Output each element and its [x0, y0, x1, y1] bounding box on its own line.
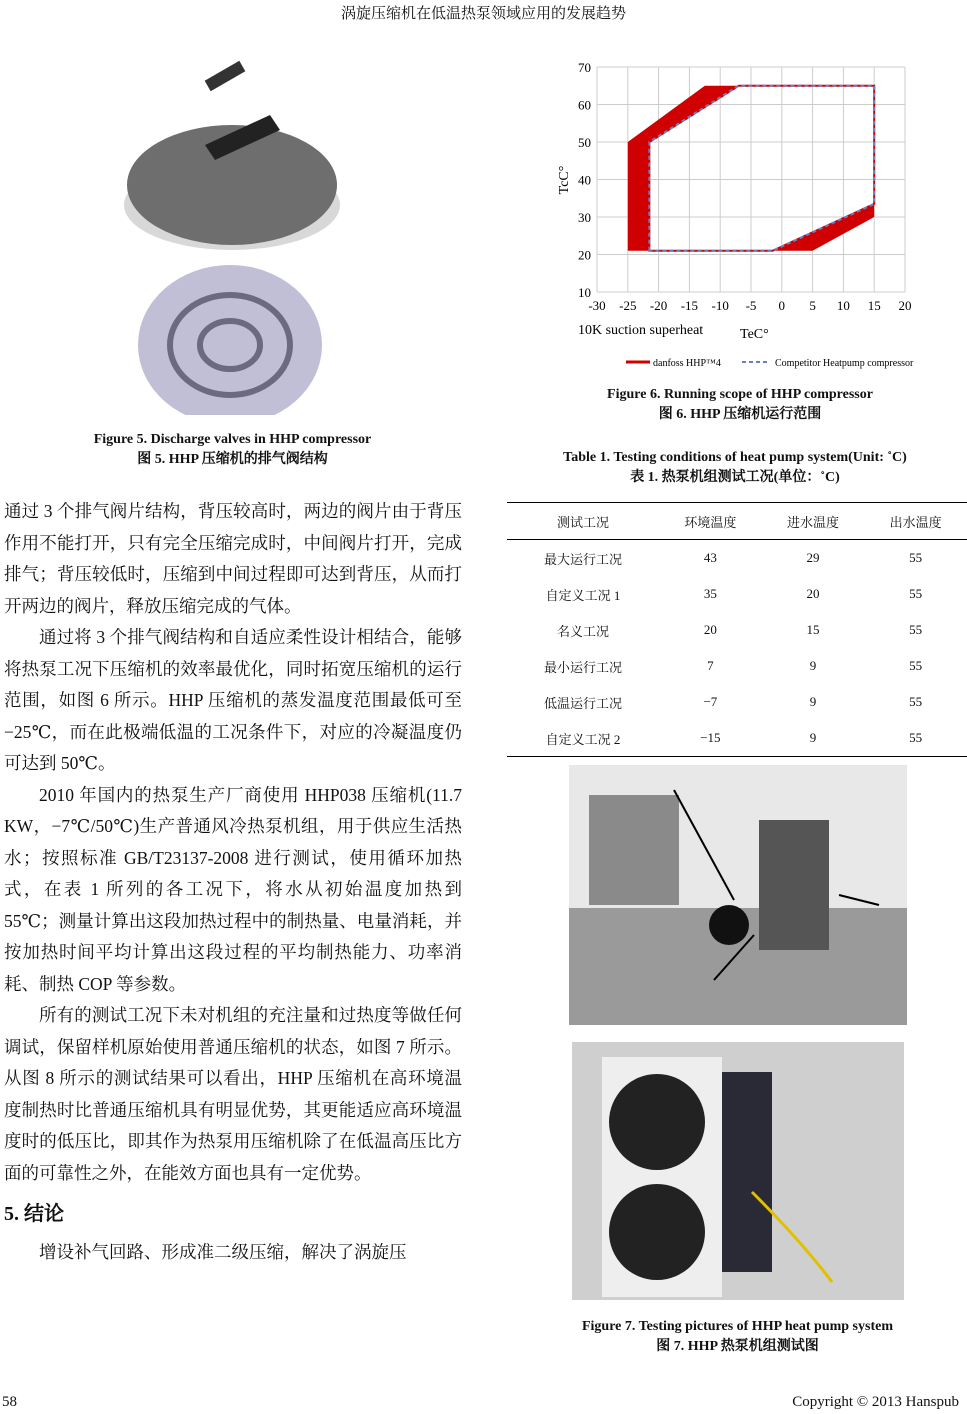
table-1-caption: [520, 448, 950, 488]
y-tick-label: 10: [578, 285, 591, 300]
figure-7-photo-top: [569, 765, 907, 1025]
x-tick-label: 5: [809, 298, 816, 313]
table-cell: 55: [909, 694, 923, 709]
table-row: [507, 540, 967, 577]
caption-en: Figure 5. Discharge valves in HHP compressor: [93, 432, 372, 447]
caption-cn: 图 5. HHP 压缩机的排气阀结构: [137, 452, 328, 467]
y-axis-label: TcC°: [557, 165, 572, 195]
paragraph: 通过 3 个排气阀片结构，背压较高时，两边的阀片由于背压作用不能打开，只有完全压缩完成时，中间阀片打开，完成排气；背压较低时，压缩到中间过程即可达到背压，从而打开两边的阀片，释放压缩完成的气体。: [4, 501, 462, 616]
legend-label: danfoss HHP™4: [653, 358, 721, 369]
figure-6-caption: [540, 385, 940, 425]
x-tick-label: -25: [619, 298, 637, 313]
table-cell: 20: [806, 586, 820, 601]
figure-5-valve-image: [120, 55, 345, 415]
x-tick-label: -5: [745, 298, 757, 313]
table-row: [507, 648, 967, 684]
table-cell: 35: [703, 586, 717, 601]
table-cell: 自定义工况 2: [507, 720, 659, 757]
table-cell: 55: [909, 586, 923, 601]
caption-cn: 图 6. HHP 压缩机运行范围: [658, 407, 822, 422]
table-cell: 9: [809, 694, 817, 709]
y-tick-label: 40: [578, 172, 591, 188]
table-row: [507, 576, 967, 612]
table-cell: 自定义工况 1: [545, 587, 621, 603]
table-cell: 29: [806, 550, 820, 565]
table-header-row: [507, 503, 967, 540]
table-cell: 55: [864, 720, 967, 757]
x-tick-label: -10: [711, 298, 729, 313]
figure-7-photo-bottom: [572, 1042, 904, 1300]
table-cell: 9: [809, 658, 817, 673]
column-header: 进水温度: [762, 503, 865, 540]
table-cell: 最小运行工况: [544, 659, 623, 675]
legend-label: Competitor Heatpump compressor: [775, 358, 914, 369]
table-row: [507, 684, 967, 720]
caption-cn: 图 7. HHP 热泵机组测试图: [656, 1339, 819, 1354]
caption-en: Figure 6. Running scope of HHP compressor: [607, 387, 873, 402]
table-row: [507, 612, 967, 648]
table-cell: 9: [762, 720, 865, 757]
x-tick-label: 0: [778, 298, 786, 313]
running-header: 涡旋压缩机在低温热泵领域应用的发展趋势: [340, 6, 626, 22]
table-cell: 15: [806, 622, 820, 637]
table-cell: 55: [909, 658, 923, 673]
x-tick-label: 15: [867, 298, 881, 313]
caption-en: Table 1. Testing conditions of heat pump system(Unit: ˚C): [563, 450, 907, 465]
body-text: [4, 496, 462, 1268]
column-header: 环境温度: [659, 503, 762, 540]
section-heading: 5. 结论: [4, 1203, 64, 1225]
table-cell: 7: [707, 658, 714, 673]
caption-en: Figure 7. Testing pictures of HHP heat pump system: [581, 1319, 893, 1334]
x-tick-label: -15: [680, 298, 699, 313]
paragraph: 增设补气回路、形成准二级压缩，解决了涡旋压: [39, 1241, 407, 1262]
column-header: 出水温度: [864, 503, 967, 540]
chart-note: 10K suction superheat: [578, 323, 704, 338]
paragraph: 2010 年国内的热泵生产厂商使用 HHP038 压缩机(11.7 KW，−7℃/50℃)生产普通风冷热泵机组，用于供应生活热水；按照标准 GB/T23137-2008 进行测试，使用循环加热式，在表 1 所列的各工况下，将水从初始温度加热到 55℃；测量计算出这段加热过程中的制热量、电量消耗，并按加热时间平均计算出这段过程的平均制热能力、功率消耗、制热 COP 等参数。: [4, 784, 462, 994]
x-tick-label: 20: [898, 298, 912, 313]
table-cell: 43: [703, 550, 717, 565]
x-tick-label: 10: [836, 298, 850, 313]
y-tick-label: 30: [578, 210, 591, 225]
figure-6-chart: [550, 50, 930, 380]
copyright: Copyright © 2013 Hanspub: [792, 1394, 959, 1410]
paragraph: 所有的测试工况下未对机组的充注量和过热度等做任何调试，保留样机原始使用普通压缩机的状态，如图 7 所示。从图 8 所示的测试结果可以看出，HHP 压缩机在高环境温度制热时比普通压缩机具有明显优势，其更能适应高环境温度时的低压比，即其作为热泵用压缩机除了在低温高压比方面的可靠性之外，在能效方面也具有一定优势。: [4, 1005, 462, 1183]
table-1: [507, 502, 967, 757]
table-cell: 20: [703, 622, 717, 637]
table-row: [507, 720, 967, 757]
table-cell: 55: [909, 550, 923, 565]
table-cell: −7: [703, 694, 718, 709]
paragraph: 通过将 3 个排气阀结构和自适应柔性设计相结合，能够将热泵工况下压缩机的效率最优化，同时拓宽压缩机的运行范围，如图 6 所示。HHP 压缩机的蒸发温度范围最低可至−25℃，而在此极端低温的工况条件下，对应的冷凝温度仍可达到 50℃。: [4, 627, 462, 773]
y-tick-label: 50: [578, 135, 591, 150]
y-tick-label: 70: [578, 60, 591, 75]
caption-cn: 表 1. 热泵机组测试工况(单位：˚C): [630, 470, 840, 485]
x-axis-label: TeC°: [740, 327, 769, 342]
table-cell: −15: [659, 720, 762, 757]
danfoss-area: [628, 86, 739, 251]
x-tick-label: -20: [649, 298, 668, 313]
table-cell: 名义工况: [557, 623, 610, 639]
table-cell: 55: [909, 622, 923, 637]
page-number: 58: [2, 1394, 17, 1410]
y-tick-label: 60: [578, 97, 591, 113]
column-header: 测试工况: [507, 503, 659, 540]
y-tick-label: 20: [578, 247, 591, 263]
table-cell: 最大运行工况: [544, 551, 623, 567]
table-cell: 低温运行工况: [544, 695, 623, 711]
figure-5-caption: [40, 430, 425, 470]
x-tick-label: -30: [588, 298, 606, 313]
figure-7-caption: [540, 1317, 935, 1357]
